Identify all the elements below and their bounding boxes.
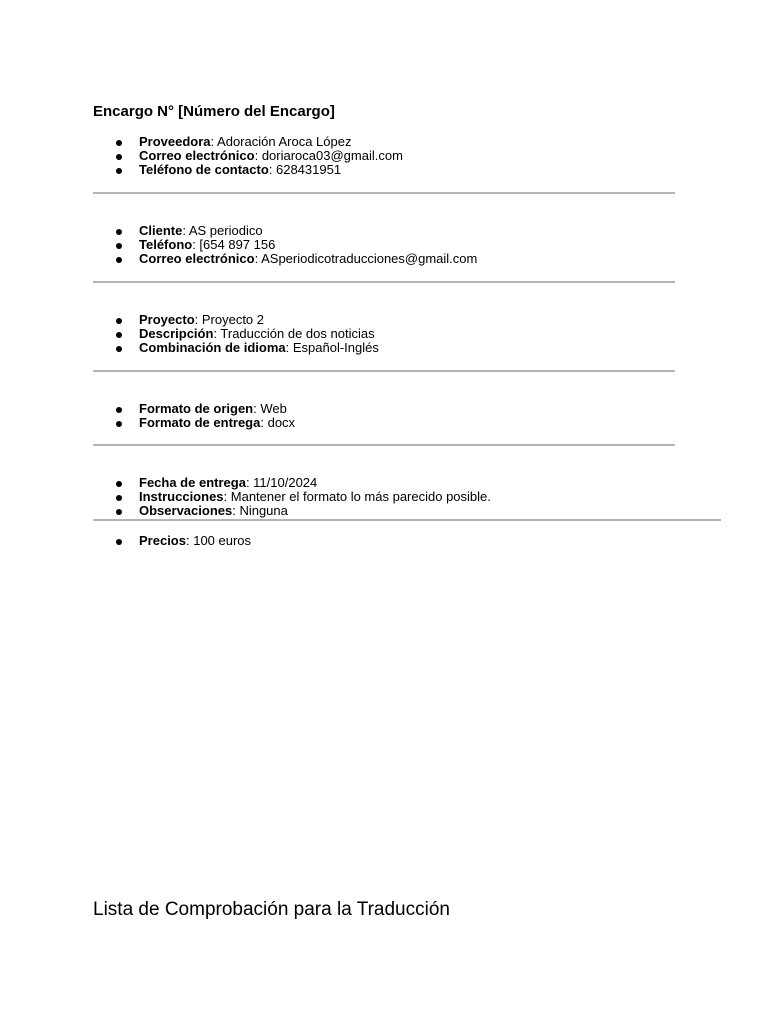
field-value: : Proyecto 2: [194, 312, 265, 327]
field-label: Precios: [139, 533, 186, 548]
field-value: : 100 euros: [185, 533, 252, 548]
field-label: Teléfono de contacto: [139, 162, 269, 178]
field-value: : [654 897 156: [192, 237, 276, 253]
list-item: [0, 327, 680, 341]
field-value: : Adoración Aroca López: [210, 134, 352, 149]
field-label: Correo electrónico: [139, 148, 255, 164]
list-item: [0, 313, 680, 327]
list-item: [0, 402, 680, 416]
field-value: : 628431951: [268, 162, 342, 178]
field-label: Observaciones: [139, 503, 233, 519]
client-list: [0, 224, 680, 267]
horizontal-divider: [93, 444, 675, 446]
delivery-list: [0, 476, 680, 519]
field-value: : Español-Inglés: [285, 340, 379, 356]
field-value: : doriaroca03@gmail.com: [254, 148, 403, 164]
field-value: : Ninguna: [232, 503, 288, 519]
field-label: Combinación de idioma: [139, 340, 286, 356]
list-item: [0, 490, 680, 504]
field-value: : 11/10/2024: [245, 475, 318, 490]
field-label: Proyecto: [139, 312, 195, 327]
provider-list: [0, 135, 680, 178]
horizontal-divider: [93, 281, 675, 283]
field-value: : docx: [260, 415, 296, 431]
horizontal-divider: [93, 370, 675, 372]
list-item: [0, 476, 680, 490]
field-label: Descripción: [139, 326, 214, 342]
field-value: : AS periodico: [182, 223, 263, 238]
order-title: Encargo N° [Número del Encargo]: [93, 103, 335, 120]
price-list: [0, 534, 680, 548]
field-label: Proveedora: [139, 134, 211, 149]
list-item: [0, 135, 680, 149]
horizontal-divider: [93, 192, 675, 194]
list-item: [0, 534, 680, 548]
list-item: [0, 163, 680, 177]
field-label: Formato de entrega: [139, 415, 261, 431]
horizontal-divider: [93, 519, 721, 521]
list-item: [0, 224, 680, 238]
field-value: : ASperiodicotraducciones@gmail.com: [254, 251, 478, 267]
field-value: : Mantener el formato lo más parecido posible.: [223, 489, 491, 505]
field-label: Instrucciones: [139, 489, 224, 505]
list-item: [0, 238, 680, 252]
field-value: : Web: [253, 401, 287, 416]
format-list: [0, 402, 680, 430]
list-item: [0, 416, 680, 430]
field-label: Teléfono: [139, 237, 193, 253]
list-item: [0, 341, 680, 355]
field-label: Fecha de entrega: [139, 475, 246, 490]
field-label: Correo electrónico: [139, 251, 255, 267]
list-item: [0, 252, 680, 266]
field-label: Formato de origen: [139, 401, 254, 416]
field-value: : Traducción de dos noticias: [213, 326, 375, 342]
project-list: [0, 313, 680, 356]
checklist-heading: Lista de Comprobación para la Traducción: [93, 899, 450, 920]
list-item: [0, 149, 680, 163]
field-label: Cliente: [139, 223, 183, 238]
list-item: [0, 504, 680, 518]
